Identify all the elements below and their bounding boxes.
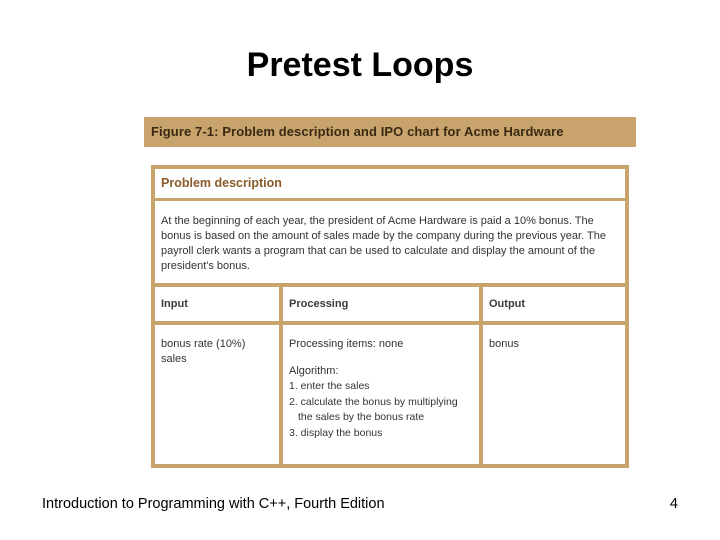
ipo-figure xyxy=(144,117,636,470)
output-cell xyxy=(483,325,625,464)
figure-caption: Figure 7-1: Problem description and IPO chart for Acme Hardware xyxy=(144,117,636,147)
problem-description-text: At the beginning of each year, the president of Acme Hardware is paid a 10% bonus. The bonus is based on the amount of sales made by the company during the previous year. The payroll clerk wants a program that can be used to calculate and display the amount of the president's bonus. xyxy=(155,201,625,283)
input-item: bonus rate (10%) xyxy=(161,338,246,350)
input-item: sales xyxy=(161,353,187,365)
algorithm-step: 1. enter the sales xyxy=(289,380,370,392)
processing-cell xyxy=(283,325,479,464)
slide-title: Pretest Loops xyxy=(246,46,474,84)
input-cell xyxy=(155,325,279,464)
algorithm-step: 3. display the bonus xyxy=(289,426,383,439)
processing-column-header: Processing xyxy=(283,287,479,321)
problem-description-heading: Problem description xyxy=(155,169,625,198)
algorithm-step: the sales by the bonus rate xyxy=(298,411,425,423)
algorithm-heading: Algorithm: xyxy=(289,365,339,377)
output-column-header: Output xyxy=(483,287,625,321)
page-number: 4 xyxy=(669,496,678,512)
input-column-header: Input xyxy=(155,287,279,321)
slide-footer: Introduction to Programming with C++, Fourth Edition xyxy=(42,496,385,512)
processing-items: Processing items: none xyxy=(289,338,404,350)
algorithm-step: 2. calculate the bonus by multiplying xyxy=(289,395,458,408)
output-item: bonus xyxy=(489,338,519,350)
ipo-chart xyxy=(151,165,629,468)
